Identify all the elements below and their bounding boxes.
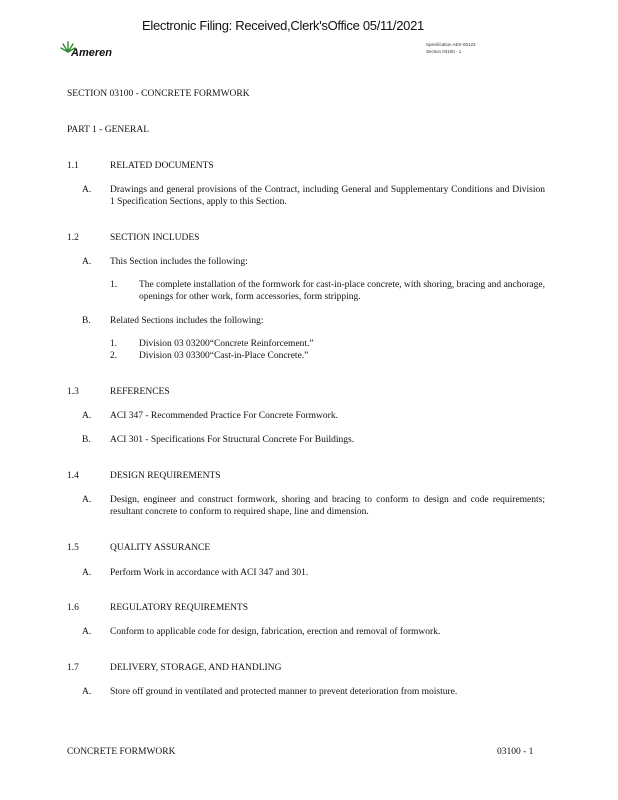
paragraph-text: Store off ground in ventilated and protected manner to prevent deterioration from moisture. — [110, 687, 458, 697]
article-heading: QUALITY ASSURANCE — [110, 543, 211, 553]
paragraph-letter: A. — [82, 627, 92, 637]
section-title: SECTION 03100 - CONCRETE FORMWORK — [67, 89, 250, 99]
subparagraph-text: Division 03 03300“Cast-in-Place Concrete.” — [139, 351, 309, 361]
article-heading: SECTION INCLUDES — [110, 233, 200, 243]
paragraph-text: Conform to applicable code for design, fabrication, erection and removal of formwork. — [110, 627, 441, 637]
article-heading: REGULATORY REQUIREMENTS — [110, 603, 249, 613]
paragraph-letter: A. — [82, 185, 92, 195]
paragraph-text: Drawings and general provisions of the Contract, including General and Supplementary Conditions and Division 1 Specification Sections, apply to this Section. — [110, 185, 545, 208]
paragraph-letter: A. — [82, 568, 92, 578]
article-heading: REFERENCES — [110, 387, 170, 397]
paragraph-text: ACI 347 - Recommended Practice For Concrete Formwork. — [110, 411, 338, 421]
subparagraph-number: 2. — [110, 351, 118, 361]
company-logo — [60, 40, 130, 62]
paragraph-text: This Section includes the following: — [110, 257, 248, 267]
filing-stamp: Electronic Filing: Received,Clerk'sOffice 05/11/2021 — [142, 18, 424, 33]
paragraph-text: Design, engineer and construct formwork, shoring and bracing to conform to design and code requirements; resultant concrete to conform to required shape, line and dimension. — [110, 495, 545, 518]
article-number: 1.2 — [67, 233, 79, 243]
paragraph-letter: A. — [82, 257, 92, 267]
article-number: 1.6 — [67, 603, 79, 613]
paragraph-text: Related Sections includes the following: — [110, 316, 264, 326]
paragraph-letter: A. — [82, 495, 92, 505]
page-number: 03100 - 1 — [497, 747, 534, 757]
subparagraph-text: The complete installation of the formwork for cast-in-place concrete, with shoring, bracing and anchorage, openings for other work, form accessories, form stripping. — [139, 280, 545, 303]
article-heading: DESIGN REQUIREMENTS — [110, 471, 221, 481]
paragraph-letter: A. — [82, 411, 92, 421]
article-heading: RELATED DOCUMENTS — [110, 161, 214, 171]
subparagraph-text: Division 03 03200“Concrete Reinforcement.” — [139, 339, 314, 349]
paragraph-letter: B. — [82, 316, 91, 326]
subparagraph-number: 1. — [110, 339, 118, 349]
paragraph-letter: B. — [82, 435, 91, 445]
article-number: 1.7 — [67, 663, 79, 673]
article-number: 1.5 — [67, 543, 79, 553]
article-number: 1.1 — [67, 161, 79, 171]
paragraph-letter: A. — [82, 687, 92, 697]
article-number: 1.3 — [67, 387, 79, 397]
paragraph-text: ACI 301 - Specifications For Structural Concrete For Buildings. — [110, 435, 355, 445]
article-heading: DELIVERY, STORAGE, AND HANDLING — [110, 663, 282, 673]
spec-line: Section 03100 - 1 — [426, 49, 462, 55]
article-number: 1.4 — [67, 471, 79, 481]
footer-title: CONCRETE FORMWORK — [67, 747, 176, 757]
logo-wordmark: Ameren — [71, 47, 112, 59]
spec-reference — [426, 41, 476, 55]
part-heading: PART 1 - GENERAL — [67, 125, 150, 135]
spec-line: Specification AEX-00123 — [426, 42, 476, 47]
subparagraph-number: 1. — [110, 280, 118, 290]
paragraph-text: Perform Work in accordance with ACI 347 and 301. — [110, 568, 309, 578]
